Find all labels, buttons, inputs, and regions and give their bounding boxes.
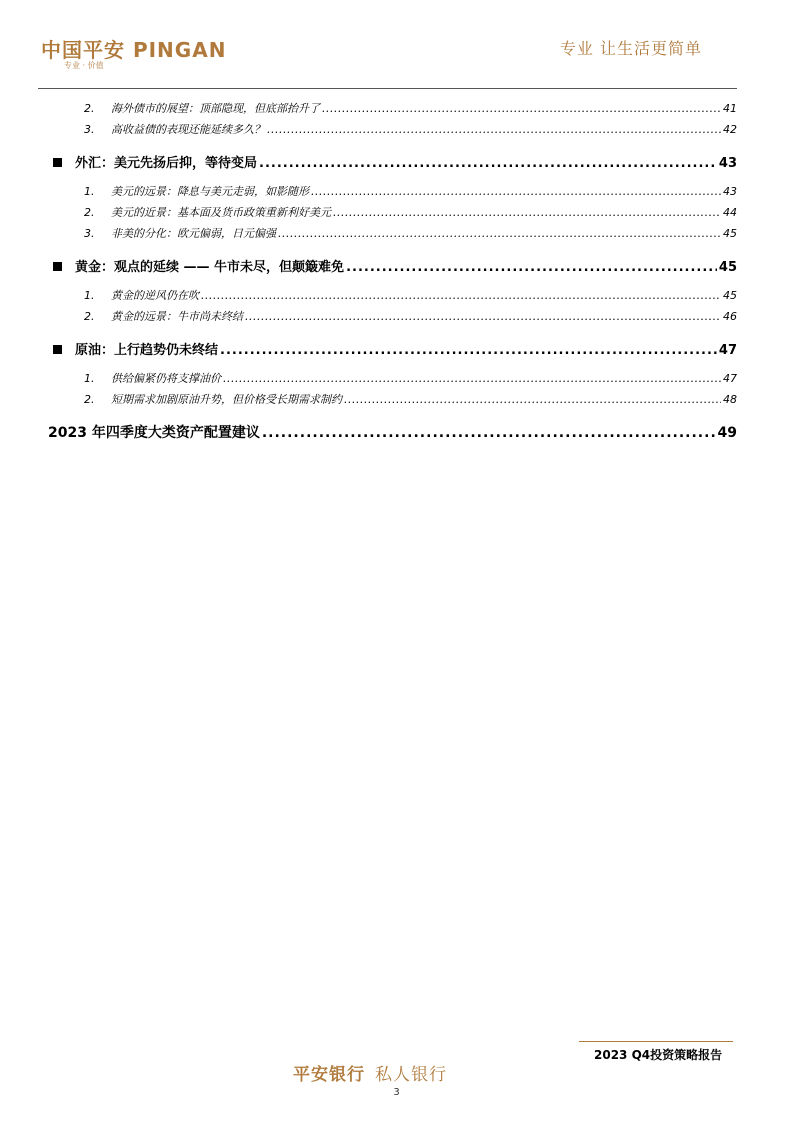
toc-entry-number: 1. (84, 289, 95, 302)
toc-chapter-title: 2023 年四季度大类资产配置建议 (48, 425, 260, 441)
toc-entry[interactable] (48, 308, 737, 324)
toc-entry-page: 46 (723, 310, 737, 323)
toc-entry-page: 45 (723, 227, 737, 240)
brand-main: 平安银行 (293, 1065, 365, 1085)
toc-section-entry[interactable] (48, 339, 737, 358)
toc-entry-number: 3. (84, 227, 95, 240)
toc-entry-number: 3. (84, 123, 95, 136)
toc-entry-title: 高收益债的表现还能延续多久？ (111, 123, 265, 136)
toc-leader-dots (245, 310, 721, 323)
toc-chapter-entry[interactable] (48, 422, 737, 442)
toc-section-page: 45 (718, 260, 737, 275)
toc-entry-number: 2. (84, 206, 95, 219)
toc-entry[interactable] (48, 391, 737, 407)
toc-leader-dots (267, 123, 721, 136)
toc-entry[interactable] (48, 121, 737, 137)
square-bullet-icon (53, 158, 62, 167)
toc-entry-page: 48 (723, 393, 737, 406)
toc-entry[interactable] (48, 225, 737, 241)
brand-sub: 私人银行 (375, 1065, 447, 1085)
toc-entry-title: 海外债市的展望：顶部隐现，但底部抬升了 (111, 102, 320, 115)
toc-entry-title: 非美的分化：欧元偏弱，日元偏强 (111, 227, 276, 240)
toc-entry-title: 黄金的逆风仍在吹 (111, 289, 199, 302)
toc-entry[interactable] (48, 370, 737, 386)
toc-entry-number: 2. (84, 102, 95, 115)
toc-leader-dots (220, 343, 717, 358)
toc-leader-dots (223, 372, 721, 385)
header-slogan: 专业 让生活更简单 (559, 39, 702, 58)
logo-tagline: 专业 · 价值 (64, 61, 104, 70)
toc-entry[interactable] (48, 183, 737, 199)
toc-leader-dots (259, 156, 717, 171)
square-bullet-icon (53, 262, 62, 271)
header-divider (38, 88, 737, 89)
toc-entry-title: 美元的近景：基本面及货币政策重新利好美元 (111, 206, 331, 219)
toc-leader-dots (333, 206, 721, 219)
ping-an-logo: 中国平安 PINGAN (41, 38, 227, 62)
toc-entry-number: 2. (84, 393, 95, 406)
toc-entry-page: 45 (723, 289, 737, 302)
toc-entry-title: 短期需求加剧原油升势，但价格受长期需求制约 (111, 393, 342, 406)
toc-entry-number: 1. (84, 185, 95, 198)
toc-leader-dots (346, 260, 717, 275)
page-number: 3 (393, 1087, 400, 1098)
toc-entry-title: 美元的远景：降息与美元走弱，如影随形 (111, 185, 309, 198)
toc-section-entry[interactable] (48, 256, 737, 275)
toc-leader-dots (311, 185, 721, 198)
toc-section-title: 外汇：美元先扬后抑，等待变局 (75, 156, 258, 171)
toc-leader-dots (262, 425, 716, 441)
toc-entry-number: 1. (84, 372, 95, 385)
toc-section-title: 黄金：观点的延续 —— 牛市未尽，但颠簸难免 (75, 260, 345, 275)
toc-entry-page: 43 (723, 185, 737, 198)
toc-entry-title: 黄金的远景：牛市尚未终结 (111, 310, 243, 323)
toc-entry-title: 供给偏紧仍将支撑油价 (111, 372, 221, 385)
toc-leader-dots (344, 393, 721, 406)
toc-section-page: 47 (718, 343, 737, 358)
square-bullet-icon (53, 345, 62, 354)
page-header (0, 0, 793, 92)
report-name: 2023 Q4投资策略报告 (594, 1048, 723, 1062)
footer-divider (579, 1041, 733, 1042)
toc-entry-page: 47 (723, 372, 737, 385)
toc-entry[interactable] (48, 100, 737, 116)
toc-entry[interactable] (48, 204, 737, 220)
toc-entry-number: 2. (84, 310, 95, 323)
toc-entry-page: 41 (723, 102, 737, 115)
toc-leader-dots (201, 289, 721, 302)
toc-entry-page: 44 (723, 206, 737, 219)
toc-entry[interactable] (48, 287, 737, 303)
toc-leader-dots (322, 102, 721, 115)
toc-entry-page: 42 (723, 123, 737, 136)
ping-an-bank-logo (293, 1060, 447, 1085)
toc-chapter-page: 49 (717, 425, 737, 441)
toc-leader-dots (278, 227, 721, 240)
toc-section-entry[interactable] (48, 152, 737, 171)
toc-section-title: 原油：上行趋势仍未终结 (75, 343, 219, 358)
toc-section-page: 43 (718, 156, 737, 171)
